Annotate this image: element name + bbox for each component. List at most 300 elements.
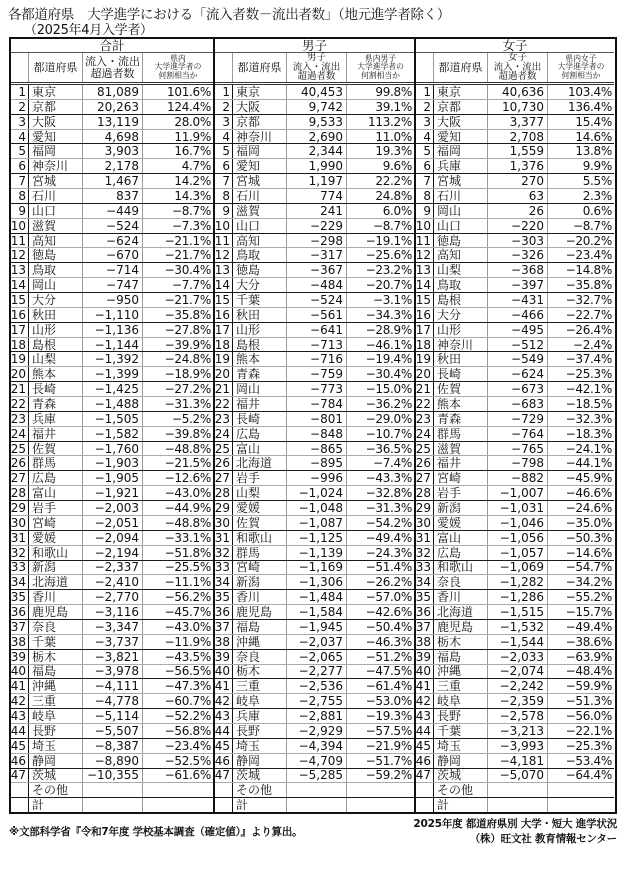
table-row [215, 262, 414, 277]
net-flow-cell: −1,169 [286, 561, 346, 575]
prefecture-cell: 三重 [433, 679, 487, 693]
prefecture-cell: 広島 [28, 471, 82, 485]
table-row [416, 664, 614, 679]
rank-cell: 20 [215, 367, 230, 382]
ratio-cell: −26.2% [346, 575, 414, 589]
rank-cell: 46 [11, 753, 26, 768]
rank-cell: 33 [11, 560, 26, 575]
rank-cell: 32 [215, 545, 230, 560]
table-row [416, 693, 614, 708]
table-row [215, 738, 414, 753]
table-row [11, 396, 213, 411]
prefecture-cell: 熊本 [232, 352, 286, 366]
ratio-cell: −29.0% [346, 412, 414, 426]
rank-cell: 4 [18, 129, 26, 144]
rank-cell: 18 [11, 337, 26, 352]
section-header: 女子 [416, 39, 614, 53]
ratio-header: 県内女子 大学進学者の 何割相当か [547, 53, 614, 82]
prefecture-cell: 鹿児島 [232, 605, 286, 619]
table-body [11, 85, 213, 812]
rank-cell: 27 [416, 471, 431, 486]
table-row [11, 143, 213, 158]
prefecture-cell: 宮城 [232, 174, 286, 188]
prefecture-cell: 石川 [28, 189, 82, 203]
rank-cell: 22 [416, 397, 431, 411]
ratio-cell: −24.1% [547, 442, 614, 456]
prefecture-cell: その他 [28, 783, 82, 797]
net-flow-cell: 241 [286, 204, 346, 218]
rank-cell: 16 [215, 307, 230, 322]
prefecture-cell: 東京 [232, 85, 286, 99]
rank-cell: 44 [11, 723, 26, 738]
table-row [416, 589, 614, 604]
net-flow-cell: −683 [487, 397, 547, 411]
net-flow-cell: −950 [82, 293, 142, 307]
prefecture-cell: 福井 [433, 456, 487, 470]
table-row [215, 500, 414, 515]
source-publisher: （株）旺文社 教育情報センター [469, 833, 617, 845]
net-flow-cell: −524 [82, 219, 142, 233]
net-flow-cell: −713 [286, 338, 346, 352]
net-flow-cell: −8,387 [82, 739, 142, 753]
ratio-cell: −21.9% [346, 739, 414, 753]
rank-cell: 44 [215, 723, 230, 738]
table-row [215, 441, 414, 456]
ratio-cell: −51.8% [142, 546, 213, 560]
net-flow-cell: −4,394 [286, 739, 346, 753]
table-row [416, 545, 614, 560]
table-row [215, 277, 414, 292]
net-flow-cell: −773 [286, 382, 346, 396]
prefecture-cell: 大阪 [232, 100, 286, 114]
rank-cell: 12 [215, 248, 230, 263]
net-flow-cell [286, 783, 346, 797]
rank-cell: 43 [215, 709, 230, 723]
prefecture-cell: 山形 [433, 323, 487, 337]
prefecture-cell: 計 [232, 798, 286, 812]
net-flow-cell: −765 [487, 442, 547, 456]
table-row [416, 262, 614, 277]
ratio-cell: −50.3% [547, 531, 614, 545]
rank-cell: 33 [416, 560, 431, 575]
table-row [416, 381, 614, 396]
ratio-cell: −28.9% [346, 323, 414, 337]
prefecture-cell: 三重 [232, 679, 286, 693]
table-row [215, 114, 414, 129]
table-row [416, 85, 614, 99]
ratio-cell: −22.1% [547, 724, 614, 738]
ratio-cell: −52.5% [142, 754, 213, 768]
prefecture-cell: 富山 [232, 442, 286, 456]
rank-cell: 32 [416, 545, 431, 560]
net-flow-cell: −524 [286, 293, 346, 307]
prefecture-cell: 佐賀 [433, 382, 487, 396]
ratio-cell: −32.8% [346, 486, 414, 500]
rank-cell: 34 [215, 575, 230, 590]
ratio-cell [142, 783, 213, 797]
prefecture-cell: 青森 [28, 397, 82, 411]
prefecture-cell: 山梨 [433, 263, 487, 277]
rank-cell: 30 [11, 515, 26, 530]
rank-cell: 45 [215, 738, 230, 753]
net-flow-cell: −4,181 [487, 754, 547, 768]
prefecture-cell: 長崎 [433, 367, 487, 381]
rank-cell: 2 [222, 99, 230, 114]
prefecture-header: 都道府県 [28, 53, 82, 82]
rank-cell: 33 [215, 560, 230, 575]
table-row [215, 322, 414, 337]
prefecture-cell: 長野 [433, 709, 487, 723]
table-row [215, 381, 414, 396]
table-row [215, 188, 414, 203]
prefecture-cell: 鳥取 [28, 263, 82, 277]
rank-cell: 24 [11, 426, 26, 441]
ratio-cell: −7.3% [142, 219, 213, 233]
ratio-cell: 9.6% [346, 159, 414, 173]
ratio-cell: −42.6% [346, 605, 414, 619]
table-row [416, 322, 614, 337]
prefecture-cell: 愛知 [433, 130, 487, 144]
table-row [215, 530, 414, 545]
rank-cell [11, 798, 28, 812]
ratio-cell: −5.2% [142, 412, 213, 426]
prefecture-cell: 島根 [28, 338, 82, 352]
net-flow-cell: −2,578 [487, 709, 547, 723]
table-row [416, 143, 614, 158]
ratio-cell: −21.7% [142, 248, 213, 262]
rank-cell: 3 [423, 114, 431, 129]
net-flow-cell: −1,139 [286, 546, 346, 560]
rank-header [215, 53, 232, 82]
net-flow-cell: −2,337 [82, 561, 142, 575]
ratio-cell: −59.2% [346, 769, 414, 783]
rank-cell: 26 [11, 456, 26, 471]
table-row [416, 114, 614, 129]
net-flow-cell: −2,536 [286, 679, 346, 693]
table-row [11, 337, 213, 352]
ratio-cell: −3.1% [346, 293, 414, 307]
rank-cell: 2 [423, 99, 431, 114]
prefecture-cell: 千葉 [433, 724, 487, 738]
net-flow-cell: −2,194 [82, 546, 142, 560]
rank-cell: 10 [11, 218, 26, 233]
section-male [213, 39, 414, 812]
prefecture-cell: 香川 [232, 590, 286, 604]
rank-cell: 27 [215, 471, 230, 486]
table-row [11, 530, 213, 545]
rank-cell [416, 783, 433, 797]
net-flow-cell: 1,467 [82, 174, 142, 188]
ratio-cell: −56.2% [142, 590, 213, 604]
net-flow-cell: −1,505 [82, 412, 142, 426]
prefecture-cell: 高知 [232, 234, 286, 248]
net-flow-cell: −2,094 [82, 531, 142, 545]
rank-header [416, 53, 433, 82]
prefecture-cell: 高知 [433, 248, 487, 262]
net-flow-cell: −229 [286, 219, 346, 233]
ratio-cell: −51.2% [346, 650, 414, 664]
prefecture-cell: 富山 [28, 486, 82, 500]
ratio-cell: −46.1% [346, 338, 414, 352]
net-flow-cell: −1,144 [82, 338, 142, 352]
net-flow-cell: 26 [487, 204, 547, 218]
table-row [416, 768, 614, 783]
net-flow-cell: −895 [286, 456, 346, 470]
ratio-cell: −8.7% [142, 204, 213, 218]
table-row [215, 411, 414, 426]
table-row [215, 426, 414, 441]
table-row [11, 426, 213, 441]
ratio-cell: 103.4% [547, 85, 614, 99]
ratio-cell: −31.3% [346, 501, 414, 515]
rank-cell: 20 [416, 367, 431, 382]
table-row [215, 455, 414, 470]
ratio-cell: −32.7% [547, 293, 614, 307]
rank-cell [416, 798, 433, 812]
prefecture-cell: 福井 [232, 397, 286, 411]
rank-cell: 28 [11, 486, 26, 501]
rank-cell: 5 [423, 144, 431, 159]
table-row [11, 188, 213, 203]
prefecture-cell: 新潟 [232, 575, 286, 589]
rank-cell: 6 [222, 159, 230, 174]
table-row [11, 604, 213, 619]
ratio-cell: −43.5% [142, 650, 213, 664]
rank-cell: 47 [215, 768, 230, 783]
net-flow-cell: −3,978 [82, 665, 142, 679]
rank-cell: 8 [18, 189, 26, 203]
section-header: 男子 [215, 39, 414, 53]
net-flow-cell: −1,584 [286, 605, 346, 619]
ratio-cell: 11.9% [142, 130, 213, 144]
table-row [416, 574, 614, 589]
rank-cell: 24 [215, 426, 230, 441]
rank-cell: 29 [416, 501, 431, 515]
rank-cell [11, 783, 28, 797]
prefecture-cell: 岡山 [433, 204, 487, 218]
prefecture-cell: 計 [433, 798, 487, 812]
ratio-cell: −49.4% [547, 620, 614, 634]
net-flow-cell: −848 [286, 427, 346, 441]
table-row [215, 708, 414, 723]
rank-cell: 25 [11, 441, 26, 456]
net-flow-cell: −2,277 [286, 665, 346, 679]
ratio-cell: −24.8% [142, 352, 213, 366]
rank-cell: 14 [215, 278, 230, 293]
page-title: 各都道府県 大学進学における「流入者数－流出者数」（地元進学者除く） [8, 7, 451, 23]
prefecture-cell: 栃木 [232, 665, 286, 679]
net-flow-cell: −3,213 [487, 724, 547, 738]
prefecture-cell: 埼玉 [28, 739, 82, 753]
net-flow-cell: −2,065 [286, 650, 346, 664]
net-flow-cell: −2,074 [487, 665, 547, 679]
net-flow-cell: −1,515 [487, 605, 547, 619]
net-flow-cell [487, 798, 547, 812]
prefecture-cell: 福島 [232, 620, 286, 634]
rank-cell: 35 [416, 590, 431, 605]
table-body [416, 85, 614, 812]
ratio-cell: −63.9% [547, 650, 614, 664]
net-flow-cell [286, 798, 346, 812]
table-row [416, 485, 614, 500]
ratio-cell: 99.8% [346, 85, 414, 99]
prefecture-cell: 大阪 [28, 115, 82, 129]
section-total [11, 39, 213, 812]
prefecture-cell: 香川 [433, 590, 487, 604]
ratio-cell: −8.7% [547, 219, 614, 233]
net-flow-cell: −1,399 [82, 367, 142, 381]
ratio-cell: −45.7% [142, 605, 213, 619]
prefecture-cell: 奈良 [433, 575, 487, 589]
net-flow-cell: −1,921 [82, 486, 142, 500]
table-row [416, 515, 614, 530]
rank-cell: 21 [416, 382, 431, 397]
table-row [416, 426, 614, 441]
prefecture-cell: 宮城 [28, 174, 82, 188]
ratio-cell: −43.0% [142, 620, 213, 634]
table-row [11, 515, 213, 530]
prefecture-cell: 岡山 [232, 382, 286, 396]
ratio-cell: −59.9% [547, 679, 614, 693]
table-row [215, 634, 414, 649]
rank-header [11, 53, 28, 82]
prefecture-cell: 福岡 [232, 144, 286, 158]
table-row [215, 589, 414, 604]
rank-cell: 9 [18, 203, 26, 218]
prefecture-cell: 埼玉 [433, 739, 487, 753]
ratio-cell: −42.1% [547, 382, 614, 396]
net-flow-cell: −2,755 [286, 694, 346, 708]
section-female [414, 39, 614, 812]
net-flow-cell: −1,532 [487, 620, 547, 634]
table-row [11, 500, 213, 515]
net-flow-cell: 774 [286, 189, 346, 203]
table-row [416, 560, 614, 575]
prefecture-cell: 静岡 [28, 754, 82, 768]
table-row [11, 381, 213, 396]
page-subtitle: （2025年4月入学者） [24, 23, 153, 38]
net-flow-cell: −5,114 [82, 709, 142, 723]
rank-cell: 12 [11, 248, 26, 263]
prefecture-cell: 京都 [28, 100, 82, 114]
net-flow-cell: 2,690 [286, 130, 346, 144]
net-flow-cell: −882 [487, 471, 547, 485]
net-flow-cell: −670 [82, 248, 142, 262]
ratio-cell: −39.9% [142, 338, 213, 352]
table-row [11, 173, 213, 188]
table-row [11, 158, 213, 173]
net-flow-cell: −1,945 [286, 620, 346, 634]
ratio-cell: −18.9% [142, 367, 213, 381]
net-flow-cell: −2,881 [286, 709, 346, 723]
table-row [416, 441, 614, 456]
net-flow-cell: −747 [82, 278, 142, 292]
net-flow-cell: −624 [487, 367, 547, 381]
table-row [215, 233, 414, 248]
table-row [215, 158, 414, 173]
prefecture-cell: 沖縄 [28, 679, 82, 693]
rank-cell: 15 [215, 293, 230, 307]
prefecture-cell: 徳島 [433, 234, 487, 248]
rank-cell: 21 [215, 382, 230, 397]
table-row [11, 738, 213, 753]
net-flow-cell: −367 [286, 263, 346, 277]
table-row [11, 574, 213, 589]
net-flow-cell: 9,742 [286, 100, 346, 114]
ratio-cell: −57.5% [346, 724, 414, 738]
prefecture-cell: 福島 [28, 665, 82, 679]
rank-cell: 17 [215, 322, 230, 337]
table-row [416, 277, 614, 292]
prefecture-cell: 群馬 [433, 427, 487, 441]
prefecture-cell: 岐阜 [28, 709, 82, 723]
net-flow-cell: −1,048 [286, 501, 346, 515]
prefecture-cell: 京都 [433, 100, 487, 114]
net-flow-cell: −8,890 [82, 754, 142, 768]
rank-cell: 11 [416, 233, 431, 248]
table-row [11, 797, 213, 812]
column-headers [215, 53, 414, 85]
rank-cell: 23 [416, 411, 431, 426]
ratio-cell: −23.2% [346, 263, 414, 277]
prefecture-cell: 鳥取 [433, 278, 487, 292]
table-row [416, 292, 614, 307]
ratio-cell: 101.6% [142, 85, 213, 99]
prefecture-cell: 宮崎 [433, 471, 487, 485]
net-flow-cell: −1,903 [82, 456, 142, 470]
net-flow-cell: −3,993 [487, 739, 547, 753]
net-flow-cell: −1,031 [487, 501, 547, 515]
prefecture-cell: 計 [28, 798, 82, 812]
table-row [416, 619, 614, 634]
table-row [11, 753, 213, 768]
prefecture-cell: 鹿児島 [28, 605, 82, 619]
ratio-cell: −48.8% [142, 516, 213, 530]
rank-cell: 25 [215, 441, 230, 456]
table-row [215, 173, 414, 188]
ratio-cell: −44.9% [142, 501, 213, 515]
table-row [215, 545, 414, 560]
net-flow-cell: −1,544 [487, 635, 547, 649]
table-row [416, 604, 614, 619]
ratio-header: 県内 大学進学者の 何割相当か [142, 53, 213, 82]
rank-cell: 34 [416, 575, 431, 590]
rank-cell: 45 [11, 738, 26, 753]
rank-cell: 40 [416, 664, 431, 679]
ratio-cell: −7.4% [346, 456, 414, 470]
rank-cell: 19 [11, 352, 26, 367]
net-flow-cell: −624 [82, 234, 142, 248]
ratio-cell: −15.0% [346, 382, 414, 396]
rank-cell: 31 [215, 530, 230, 545]
table-row [215, 678, 414, 693]
net-flow-cell: −2,410 [82, 575, 142, 589]
prefecture-cell: 富山 [433, 531, 487, 545]
net-flow-cell: 2,344 [286, 144, 346, 158]
rank-cell: 18 [416, 337, 431, 352]
table-row [215, 292, 414, 307]
ratio-cell [142, 798, 213, 812]
table-row [215, 129, 414, 144]
prefecture-cell: 静岡 [232, 754, 286, 768]
ratio-cell: −18.5% [547, 397, 614, 411]
prefecture-cell: その他 [433, 783, 487, 797]
net-flow-cell: 4,698 [82, 130, 142, 144]
table-row [416, 233, 614, 248]
net-flow-cell: −1,110 [82, 308, 142, 322]
prefecture-cell: 栃木 [28, 650, 82, 664]
prefecture-cell: 宮崎 [28, 516, 82, 530]
